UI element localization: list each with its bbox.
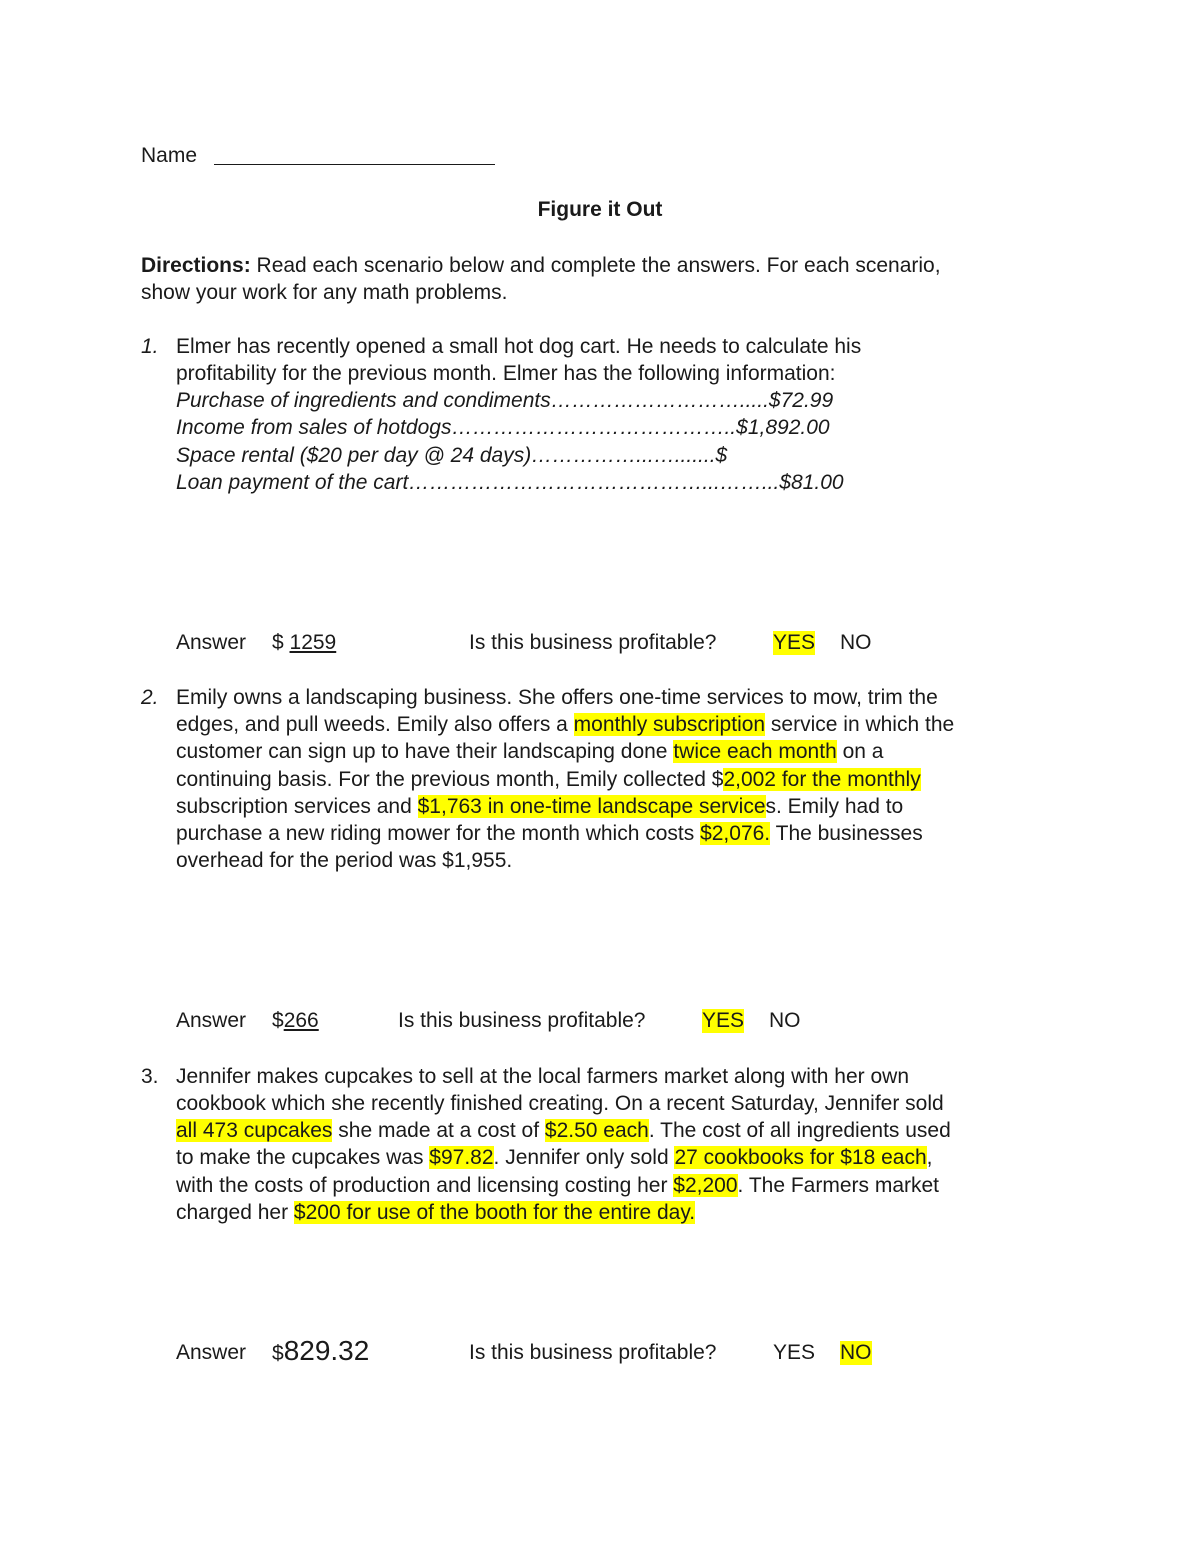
q3-yes-option[interactable]: YES — [773, 1341, 816, 1364]
q3-highlight-cost-each: $2.50 each — [544, 1119, 649, 1142]
q2-highlight-twice-each-month: twice each month — [673, 740, 837, 763]
name-label: Name — [141, 144, 198, 167]
q3-highlight-production-cost: $2,200 — [673, 1174, 738, 1197]
name-blank-line[interactable] — [214, 164, 495, 165]
q1-no-option[interactable]: NO — [840, 631, 872, 654]
q1-answer-label: Answer — [176, 631, 247, 654]
q1-profitable-question: Is this business profitable? — [469, 631, 717, 654]
q1-item-space-rental: Space rental ($20 per day @ 24 days)……………...….......$ — [176, 444, 728, 467]
q2-line4: continuing basis. For the previous month, Emily collected $2,002 for the monthly — [176, 768, 921, 791]
directions-text-line2: show your work for any math problems. — [141, 281, 508, 304]
q2-highlight-one-time-services: $1,763 in one-time landscape service — [417, 795, 766, 818]
q2-line5: subscription services and $1,763 in one-time landscape services. Emily had to — [176, 795, 904, 818]
q1-line1: Elmer has recently opened a small hot dog cart. He needs to calculate his — [176, 335, 862, 358]
q3-answer-value: 829.32 — [283, 1335, 370, 1366]
q3-line2: cookbook which she recently finished creating. On a recent Saturday, Jennifer sold — [176, 1092, 944, 1115]
q3-answer-field[interactable] — [272, 1335, 369, 1367]
q2-profitable-question: Is this business profitable? — [398, 1009, 646, 1032]
q3-answer-label: Answer — [176, 1341, 247, 1364]
q3-highlight-cupcakes: all 473 cupcakes — [176, 1119, 333, 1142]
q2-yes-option[interactable]: YES — [702, 1009, 745, 1032]
q1-answer-prefix: $ — [272, 631, 290, 654]
q2-highlight-monthly-amount: 2,002 for the monthly — [723, 768, 921, 791]
q3-line1: Jennifer makes cupcakes to sell at the local farmers market along with her own — [176, 1065, 910, 1088]
q1-line2: profitability for the previous month. Elmer has the following information: — [176, 362, 836, 385]
q3-highlight-ingredients-cost: $97.82 — [429, 1146, 494, 1169]
q2-line3: customer can sign up to have their landscaping done twice each month on a — [176, 740, 884, 763]
q2-answer-value: 266 — [283, 1009, 319, 1032]
q3-line3: all 473 cupcakes she made at a cost of $2.50 each. The cost of all ingredients used — [176, 1119, 951, 1142]
q3-no-option[interactable]: NO — [840, 1341, 872, 1364]
q3-line5: with the costs of production and licensing costing her $2,200. The Farmers market — [176, 1174, 940, 1197]
q3-answer-prefix: $ — [272, 1342, 284, 1365]
q3-profitable-question: Is this business profitable? — [469, 1341, 717, 1364]
q1-item-loan: Loan payment of the cart……………………………………...……...$81.00 — [176, 471, 844, 494]
directions — [141, 252, 941, 306]
directions-label: Directions: — [141, 254, 251, 277]
directions-text-line1: Read each scenario below and complete the answers. For each scenario, — [250, 254, 941, 277]
q2-answer-prefix: $ — [272, 1009, 284, 1032]
q2-line1: Emily owns a landscaping business. She offers one-time services to mow, trim the — [176, 686, 938, 709]
q2-answer-field[interactable] — [272, 1009, 319, 1033]
q3-number: 3. — [141, 1065, 159, 1088]
q1-item-ingredients: Purchase of ingredients and condiments……………………….....$72.99 — [176, 389, 834, 412]
q3-line4: to make the cupcakes was $97.82. Jennifer only sold 27 cookbooks for $18 each, — [176, 1146, 933, 1169]
q2-line7: overhead for the period was $1,955. — [176, 849, 513, 872]
q2-line6: purchase a new riding mower for the month which costs $2,076. The businesses — [176, 822, 923, 845]
q1-answer-value: 1259 — [289, 631, 337, 654]
q2-highlight-monthly-subscription: monthly subscription — [573, 713, 766, 736]
q2-number: 2. — [141, 686, 159, 709]
q1-item-income: Income from sales of hotdogs…………………………………..$1,892.00 — [176, 416, 830, 439]
q1-answer-field[interactable] — [272, 631, 336, 655]
q3-highlight-booth-fee: $200 for use of the booth for the entire day. — [293, 1201, 696, 1224]
q1-number: 1. — [141, 335, 159, 358]
q2-line2: edges, and pull weeds. Emily also offers a monthly subscription service in which the — [176, 713, 955, 736]
q3-highlight-cookbooks: 27 cookbooks for $18 each — [674, 1146, 927, 1169]
page-title: Figure it Out — [537, 198, 663, 221]
q2-highlight-mower-cost: $2,076. — [700, 822, 771, 845]
q1-yes-option[interactable]: YES — [773, 631, 816, 654]
q2-no-option[interactable]: NO — [769, 1009, 801, 1032]
q3-line6: charged her $200 for use of the booth for the entire day. — [176, 1201, 696, 1224]
q2-answer-label: Answer — [176, 1009, 247, 1032]
